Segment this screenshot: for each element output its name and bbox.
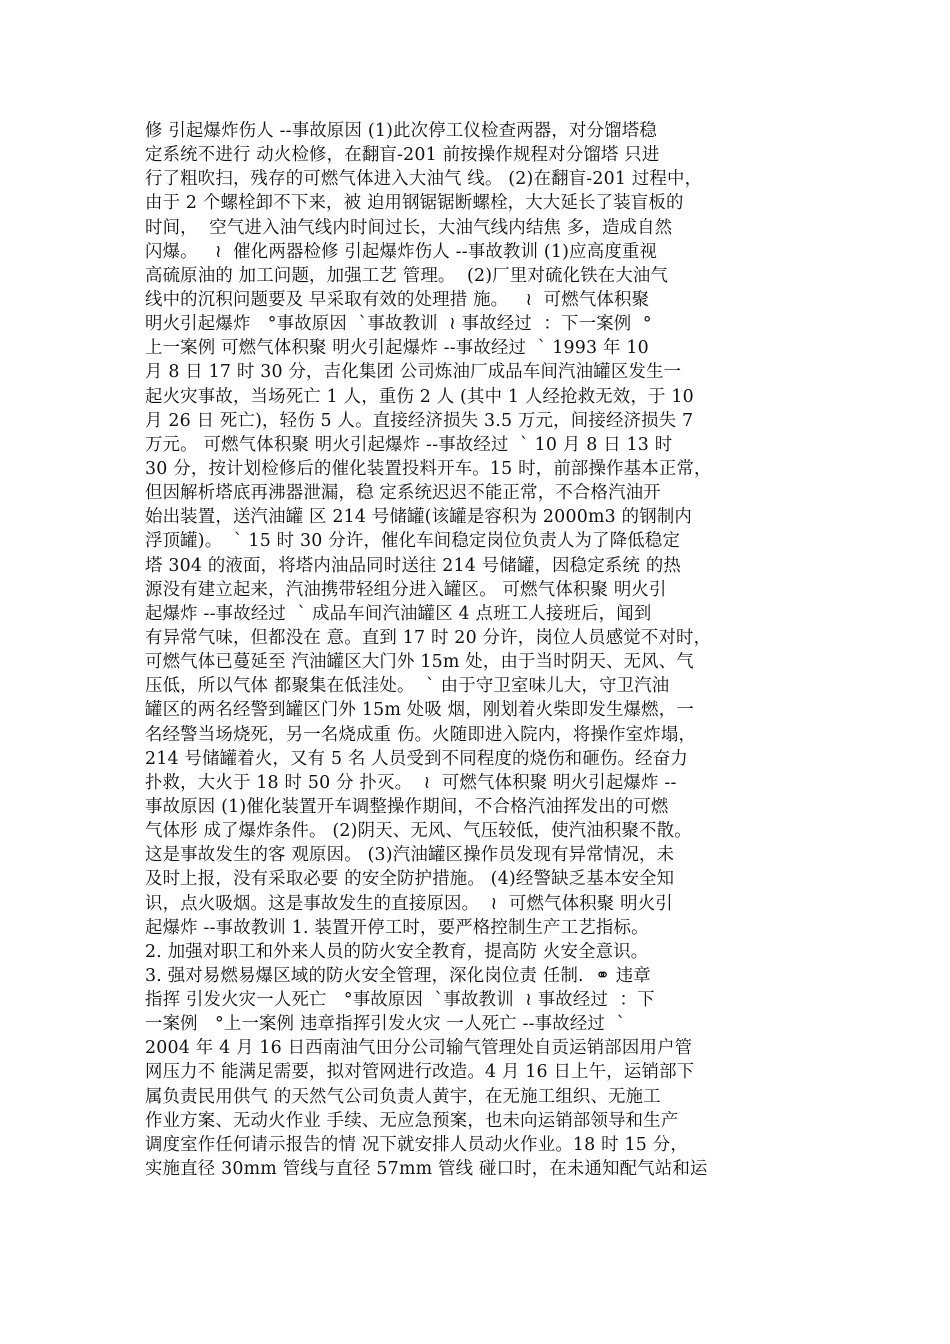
text-line: 及时上报，没有采取必要 的安全防护措施。 (4)经警缺乏基本安全知 — [145, 869, 675, 890]
text-line: 罐区的两名经警到罐区门外 15m 处吸 烟，刚划着火柴即发生爆燃，一 — [145, 700, 694, 721]
text-line: 浮顶罐)。 ˋ 15 时 30 分许，催化车间稳定岗位负责人为了降低稳定 — [145, 531, 681, 552]
text-line: 扑救，大火于 18 时 50 分 扑灭。 ≀ 可燃气体积聚 明火引起爆炸 -- — [145, 772, 677, 793]
text-line: 起火灾事故，当场死亡 1 人，重伤 2 人 (其中 1 人经抢救无效，于 10 — [145, 386, 694, 407]
text-line: 但因解析塔底再沸器泄漏，稳 定系统迟迟不能正常，不合格汽油开 — [145, 483, 661, 504]
text-line: 始出装置，送汽油罐 区 214 号储罐(该罐是容积为 2000m3 的钢制内 — [145, 507, 693, 528]
text-line: 2004 年 4 月 16 日西南油气田分公司输气管理处自贡运销部因用户管 — [145, 1038, 693, 1059]
text-line: 压低，所以气体 都聚集在低洼处。 ˋ 由于守卫室味儿大，守卫汽油 — [145, 676, 670, 697]
text-line: 名经警当场烧死，另一名烧成重 伤。火随即进入院内，将操作室炸塌， — [145, 724, 697, 745]
text-line: 30 分，按计划检修后的催化装置投料开车。15 时，前部操作基本正常， — [145, 458, 712, 479]
text-line: 调度室作任何请示报告的情 况下就安排人员动火作业。18 时 15 分， — [145, 1134, 688, 1155]
text-line: 指挥 引发火灾一人死亡 °事故原因 ˋ事故教训 ≀ 事故经过 ：下 — [145, 990, 655, 1011]
text-line: 3. 强对易燃易爆区域的防火安全管理，深化岗位责 任制. ⚭ 违章 — [145, 965, 651, 986]
text-line: 月 8 日 17 时 30 分，吉化集团 公司炼油厂成品车间汽油罐区发生一 — [145, 362, 682, 383]
text-line: 这是事故发生的客 观原因。 (3)汽油罐区操作员发现有异常情况，未 — [145, 845, 675, 866]
text-line: 作业方案、无动火作业 手续、无应急预案，也未向运销部领导和生产 — [145, 1110, 679, 1131]
document-text-body — [145, 119, 825, 1181]
text-line: 起爆炸 --事故教训 1. 装置开停工时，要严格控制生产工艺指标。 — [145, 917, 649, 938]
text-line: 由于 2 个螺栓卸不下来，被 迫用钢锯锯断螺栓，大大延长了装盲板的 — [145, 193, 684, 214]
text-line: 事故原因 (1)催化装置开车调整操作期间，不合格汽油挥发出的可燃 — [145, 796, 669, 817]
text-line: 高硫原油的 加工问题，加强工艺 管理。 (2)厂里对硫化铁在大油气 — [145, 265, 669, 286]
text-line: 起爆炸 --事故经过 ˋ 成品车间汽油罐区 4 点班工人接班后，闻到 — [145, 603, 652, 624]
text-line: 气体形 成了爆炸条件。 (2)阴天、无风、气压较低，使汽油积聚不散。 — [145, 821, 692, 842]
text-line: 网压力不 能满足需要，拟对管网进行改造。4 月 16 日上午，运销部下 — [145, 1062, 695, 1083]
text-line: 线中的沉积问题要及 早采取有效的处理措 施。 ≀ 可燃气体积聚 — [145, 289, 650, 310]
text-line: 有异常气味，但都没在 意。直到 17 时 20 分许，岗位人员感觉不对时， — [145, 627, 712, 648]
text-line: 明火引起爆炸 °事故原因 ˋ事故教训 ≀ 事故经过 ：下一案例 ° — [145, 314, 652, 335]
text-line: 时间， 空气进入油气线内时间过长，大油气线内结焦 多，造成自然 — [145, 217, 673, 238]
text-line: 行了粗吹扫，残存的可燃气体进入大油气 线。 (2)在翻盲-201 过程中， — [145, 169, 703, 190]
text-line: 源没有建立起来，汽油携带轻组分进入罐区。 可燃气体积聚 明火引 — [145, 579, 667, 600]
text-line: 可燃气体已蔓延至 汽油罐区大门外 15m 处，由于当时阴天、无风、气 — [145, 652, 694, 673]
text-line: 万元。 可燃气体积聚 明火引起爆炸 --事故经过 ˋ 10 月 8 日 13 时 — [145, 434, 673, 455]
text-line: 定系统不进行 动火检修，在翻盲-201 前按操作规程对分馏塔 只进 — [145, 145, 660, 166]
text-line: 214 号储罐着火，又有 5 名 人员受到不同程度的烧伤和砸伤。经奋力 — [145, 748, 688, 769]
text-line: 识，点火吸烟。这是事故发生的直接原因。 ≀ 可燃气体积聚 明火引 — [145, 893, 673, 914]
text-line: 上一案例 可燃气体积聚 明火引起爆炸 --事故经过 ˋ 1993 年 10 — [145, 338, 649, 359]
text-line: 2. 加强对职工和外来人员的防火安全教育，提高防 火安全意识。 — [145, 941, 649, 962]
text-line: 月 26 日 死亡)，轻伤 5 人。直接经济损失 3.5 万元，间接经济损失 7 — [145, 410, 694, 431]
text-line: 修 引起爆炸伤人 --事故原因 (1)此次停工仪检查两器，对分馏塔稳 — [145, 121, 657, 141]
text-line: 实施直径 30mm 管线与直径 57mm 管线 碰口时，在未通知配气站和运 — [145, 1159, 708, 1180]
text-line: 一案例 °上一案例 违章指挥引发火灾 一人死亡 --事故经过 ˋ — [145, 1014, 626, 1035]
text-line: 属负责民用供气 的天然气公司负责人黄宇，在无施工组织、无施工 — [145, 1086, 661, 1107]
text-line: 闪爆。 ≀ 催化两器检修 引起爆炸伤人 --事故教训 (1)应高度重视 — [145, 241, 658, 262]
text-line: 塔 304 的液面，将塔内油品同时送往 214 号储罐，因稳定系统 的热 — [145, 555, 681, 576]
